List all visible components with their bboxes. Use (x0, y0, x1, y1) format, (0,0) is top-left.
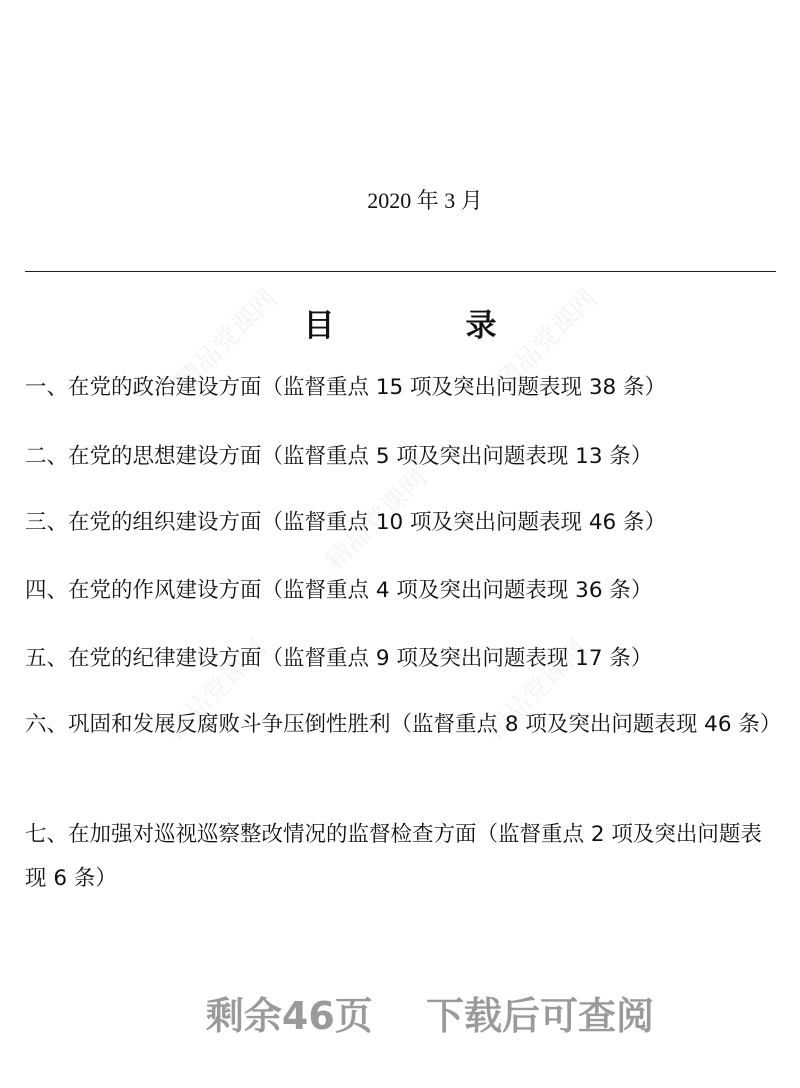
toc-item: 二、在党的思想建设方面（监督重点 5 项及突出问题表现 13 条） (25, 444, 653, 469)
toc-item: 五、在党的纪律建设方面（监督重点 9 项及突出问题表现 17 条） (25, 646, 653, 671)
document-date: 2020 年 3 月 (367, 188, 483, 213)
toc-item: 四、在党的作风建设方面（监督重点 4 项及突出问题表现 36 条） (25, 578, 653, 603)
watermark: 精品党课网 (490, 283, 604, 397)
download-to-view-label[interactable]: 下载后可查阅 (426, 994, 655, 1038)
watermark: 精品党课网 (320, 463, 434, 577)
watermark: 精品党课网 (160, 633, 274, 747)
download-prompt[interactable] (0, 985, 800, 1040)
remaining-pages-label: 剩余46页 (205, 994, 373, 1038)
toc-item: 一、在党的政治建设方面（监督重点 15 项及突出问题表现 38 条） (25, 375, 667, 400)
watermark: 精品党课网 (170, 283, 284, 397)
toc-item: 三、在党的组织建设方面（监督重点 10 项及突出问题表现 46 条） (25, 510, 667, 535)
toc-title: 目 录 (303, 308, 547, 344)
toc-item: 七、在加强对巡视巡察整改情况的监督检查方面（监督重点 2 项及突出问题表现 6 条） (25, 822, 762, 891)
watermark: 精品党课网 (480, 633, 594, 747)
divider (25, 271, 776, 272)
toc-item: 六、巩固和发展反腐败斗争压倒性胜利（监督重点 8 项及突出问题表现 46 条） (25, 712, 782, 737)
